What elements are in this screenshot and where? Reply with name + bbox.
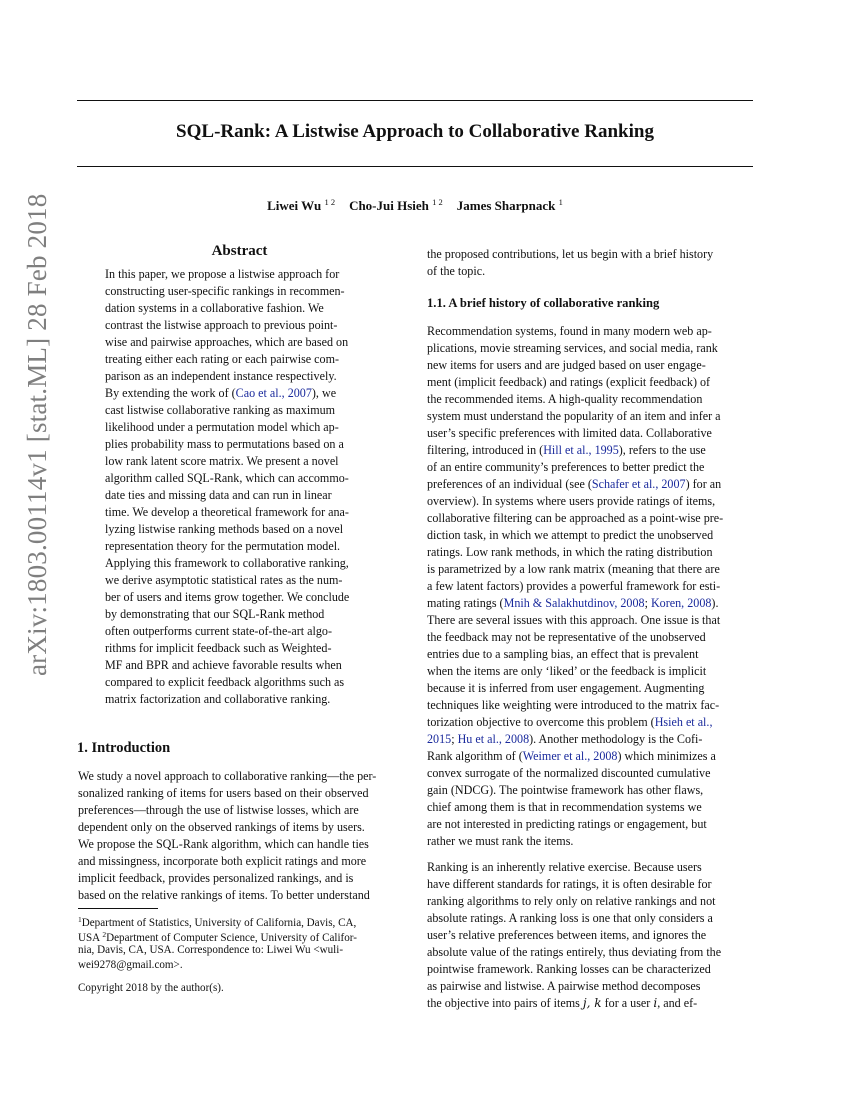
author-list	[77, 197, 753, 214]
author-affiliation: 1	[558, 197, 563, 207]
body-line: are not interested in predicting ratings or engagement, but	[427, 817, 707, 831]
author-affiliation: 1 2	[432, 197, 443, 207]
line-text: ;	[644, 596, 651, 610]
copyright-notice: Copyright 2018 by the author(s).	[78, 982, 224, 994]
line-text: ;	[451, 732, 458, 746]
abstract-line: dation systems in a collaborative fashion. We	[105, 301, 324, 315]
body-line: as pairwise and listwise. A pairwise method decomposes	[427, 979, 701, 993]
body-line	[427, 442, 706, 458]
abstract-line: likelihood under a permutation model which ap-	[105, 420, 339, 434]
abstract-line: wise and pairwise approaches, which are based on	[105, 335, 349, 349]
line-text: preferences of an individual (see (	[427, 477, 592, 491]
body-line: plications, movie streaming services, and social media, rank	[427, 341, 718, 355]
body-line: Recommendation systems, found in many modern web ap-	[427, 324, 712, 338]
body-line: the recommended items. A high-quality recommendation	[427, 392, 703, 406]
paper-title: SQL-Rank: A Listwise Approach to Collaborative Ranking	[176, 121, 654, 142]
abstract-line: plies probability mass to permutations based on a	[105, 437, 344, 451]
title-bottom-rule	[77, 166, 753, 167]
line-text: ) for an	[685, 477, 722, 491]
body-line: We study a novel approach to collaborative ranking—the per-	[78, 769, 377, 783]
body-line: ratings. Low rank methods, in which the rating distribution	[427, 545, 713, 559]
body-line: pointwise framework. Ranking losses can be characterized	[427, 962, 711, 976]
citation-link[interactable]: Schafer et al., 2007	[591, 477, 686, 491]
line-text: ), refers to the use	[618, 443, 706, 457]
line-text: ). Another methodology is the Cofi-	[529, 732, 703, 746]
subsection-heading: 1.1. A brief history of collaborative ranking	[427, 296, 660, 310]
body-line: overview). In systems where users provide ratings of items,	[427, 494, 716, 508]
body-line: of the topic.	[427, 264, 486, 278]
abstract-line: algorithm called SQL-Rank, which can accommo-	[105, 471, 349, 485]
body-line: the proposed contributions, let us begin with a brief history	[427, 247, 714, 261]
title-top-rule	[77, 100, 753, 101]
citation-link[interactable]: Hu et al., 2008	[457, 732, 530, 746]
body-line: based on the relative rankings of items. To better understand	[78, 888, 370, 902]
abstract-line: rithms for implicit feedback such as Weighted-	[105, 641, 332, 655]
line-text: ) which minimizes a	[617, 749, 716, 763]
abstract-line: time. We develop a theoretical framework for ana-	[105, 505, 349, 519]
body-line: dependent only on the observed rankings of items by users.	[78, 820, 365, 834]
body-line: gain (NDCG). The pointwise framework has other flaws,	[427, 783, 704, 797]
citation-link[interactable]: 2015	[427, 732, 452, 746]
abstract-line: treating either each rating or each pairwise com-	[105, 352, 340, 366]
citation-link[interactable]: Weimer et al., 2008	[522, 749, 618, 763]
body-line: and missingness, incorporate both explicit ratings and more	[78, 854, 367, 868]
body-line: have different standards for ratings, it is often desirable for	[427, 877, 712, 891]
citation-link[interactable]: Hsieh et al.,	[654, 715, 713, 729]
abstract-line: representation theory for the permutation model.	[105, 539, 341, 553]
citation-link[interactable]: Mnih & Salakhutdinov, 2008	[503, 596, 645, 610]
line-text: , and ef-	[657, 996, 698, 1010]
body-line: convex surrogate of the normalized discounted cumulative	[427, 766, 711, 780]
abstract-line: parison as an independent instance respectively.	[105, 369, 337, 383]
body-line: There are several issues with this approach. One issue is that	[427, 613, 721, 627]
line-text: ).	[711, 596, 719, 610]
line-text: ), we	[311, 386, 337, 400]
footnote-marker: 1	[78, 915, 82, 924]
abstract-line	[105, 385, 336, 401]
author-name: Liwei Wu	[267, 198, 322, 213]
footnote-marker: 2	[102, 930, 107, 939]
abstract-line: cast listwise collaborative ranking as maximum	[105, 403, 336, 417]
body-line: diction task, in which we attempt to predict the unobserved	[427, 528, 714, 542]
body-line: absolute ratings. A ranking loss is one that only considers a	[427, 911, 713, 925]
body-line: a few latent factors) provides a powerful framework for esti-	[427, 579, 721, 593]
abstract-line: Applying this framework to collaborative ranking,	[105, 556, 349, 570]
abstract-line: lyzing listwise ranking methods based on a novel	[105, 522, 344, 536]
body-line: preferences—through the use of listwise losses, which are	[78, 803, 359, 817]
abstract-heading: Abstract	[211, 243, 268, 259]
line-text: Department of Computer Science, University of Califor-	[106, 932, 357, 944]
body-line: rather we must rank the items.	[427, 834, 574, 848]
citation-link[interactable]: Cao et al., 2007	[235, 386, 312, 400]
line-text: By extending the work of (	[105, 386, 236, 400]
arxiv-stamp: arXiv:1803.00114v1 [stat.ML] 28 Feb 2018	[22, 193, 52, 676]
body-line: new items for users and are judged based on user engage-	[427, 358, 706, 372]
line-text: filtering, introduced in (	[427, 443, 544, 457]
abstract-line: often outperforms current state-of-the-art algo-	[105, 624, 332, 638]
abstract-line: compared to explicit feedback algorithms such as	[105, 675, 345, 689]
line-text: mating ratings (	[427, 596, 504, 610]
section-heading-introduction: 1. Introduction	[77, 740, 171, 756]
abstract-line: ber of users and items grow together. We conclude	[105, 590, 350, 604]
body-line	[427, 595, 718, 611]
abstract-line: date ties and missing data and can run in linear	[105, 488, 332, 502]
abstract-line: low rank latent score matrix. We present a novel	[105, 454, 339, 468]
footnote-line: nia, Davis, CA, USA. Correspondence to: Liwei Wu <wuli-	[78, 944, 344, 956]
line-text: Department of Statistics, University of California, Davis, CA,	[81, 917, 357, 929]
line-text: USA	[78, 932, 103, 944]
author-affiliation: 1 2	[324, 197, 336, 207]
citation-link[interactable]: Koren, 2008	[650, 596, 712, 610]
math-jk: j, k	[582, 996, 602, 1010]
author-name: Cho-Jui Hsieh	[349, 198, 429, 213]
body-line: user’s specific preferences with limited data. Collaborative	[427, 426, 712, 440]
math-i: i	[653, 996, 658, 1010]
abstract-line: constructing user-specific rankings in recommen-	[105, 284, 345, 298]
author-name: James Sharpnack	[456, 198, 556, 213]
body-line: because it is inferred from user engagement. Augmenting	[427, 681, 705, 695]
body-line: the feedback may not be representative of the unobserved	[427, 630, 706, 644]
line-text: the objective into pairs of items	[427, 996, 583, 1010]
body-line	[427, 476, 721, 492]
body-line: techniques like weighting were introduced to the matrix fac-	[427, 698, 720, 712]
body-line	[427, 995, 697, 1011]
body-line: implicit feedback, provides personalized rankings, and is	[78, 871, 354, 885]
abstract-line: we derive asymptotic statistical rates as the num-	[105, 573, 343, 587]
footnote-rule	[78, 908, 158, 909]
body-line: when the items are only ‘liked’ or the feedback is implicit	[427, 664, 707, 678]
citation-link[interactable]: Hill et al., 1995	[543, 443, 619, 457]
body-line: collaborative filtering can be approached as a point-wise pre-	[427, 511, 724, 525]
body-line: Ranking is an inherently relative exercise. Because users	[427, 860, 702, 874]
body-line: is parametrized by a low rank matrix (meaning that there are	[427, 562, 720, 576]
line-text: Rank algorithm of (	[427, 749, 523, 763]
abstract-line: contrast the listwise approach to previous point-	[105, 318, 338, 332]
abstract-line: MF and BPR and achieve favorable results when	[105, 658, 342, 672]
body-line: chief among them is that in recommendation systems we	[427, 800, 702, 814]
line-text: torization objective to overcome this problem (	[427, 715, 655, 729]
body-line	[427, 714, 712, 730]
body-line: entries due to a sampling bias, an effect that is prevalent	[427, 647, 699, 661]
body-line	[427, 748, 716, 764]
footnote-line: wei9278@gmail.com>.	[78, 959, 183, 971]
abstract-line: matrix factorization and collaborative ranking.	[105, 692, 331, 706]
abstract-line: In this paper, we propose a listwise approach for	[105, 267, 340, 281]
body-line: sonalized ranking of items for users based on their observed	[78, 786, 369, 800]
abstract-line: by demonstrating that our SQL-Rank method	[105, 607, 325, 621]
body-line: ranking algorithms to rely only on relative rankings and not	[427, 894, 716, 908]
body-line: absolute value of the ratings entirely, thus deviating from the	[427, 945, 722, 959]
body-line: system must understand the popularity of an item and infer a	[427, 409, 721, 423]
body-line: We propose the SQL-Rank algorithm, which can handle ties	[78, 837, 369, 851]
body-line: of an entire community’s preferences to better predict the	[427, 460, 705, 474]
body-line: user’s relative preferences between items, and ignores the	[427, 928, 707, 942]
body-line	[427, 731, 702, 747]
line-text: for a user	[601, 996, 654, 1010]
body-line: ment (implicit feedback) and ratings (explicit feedback) of	[427, 375, 711, 389]
